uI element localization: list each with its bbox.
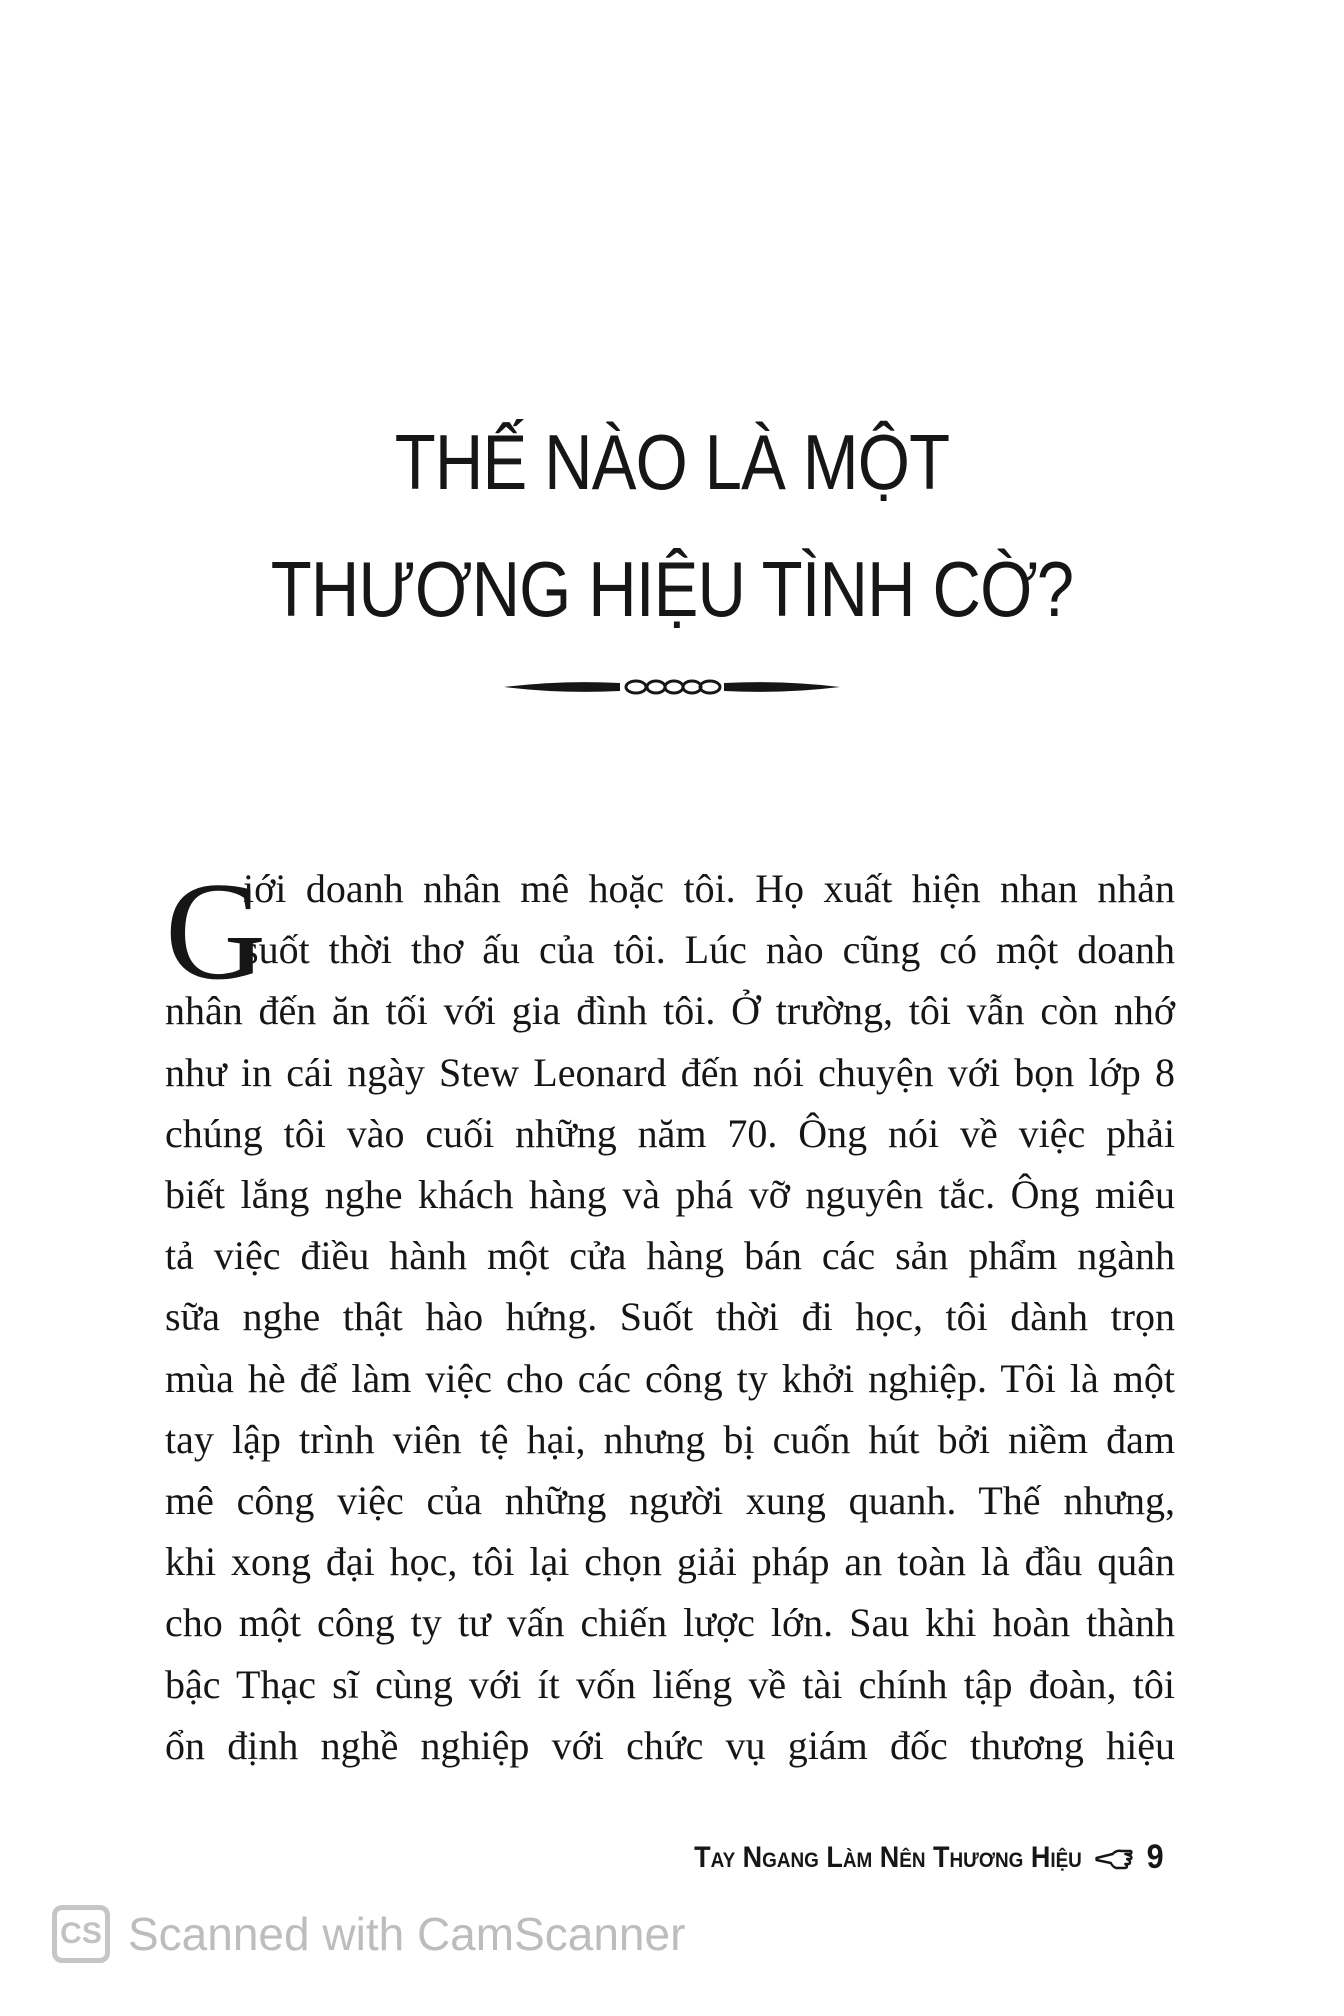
body-line: iới doanh nhân mê hoặc tôi. Họ xuất hiện nhan nhản xyxy=(243,866,1175,911)
body-line: nhân đến ăn tối với gia đình tôi. Ở trường, tôi vẫn còn nhớ xyxy=(165,988,1175,1034)
watermark-text: Scanned with CamScanner xyxy=(128,1908,686,1960)
body-line: biết lắng nghe khách hàng và phá vỡ nguyên tắc. Ông miêu xyxy=(165,1172,1175,1218)
body-line: khi xong đại học, tôi lại chọn giải pháp an toàn là đầu quân xyxy=(165,1539,1175,1585)
body-line: tay lập trình viên tệ hại, nhưng bị cuốn hút bởi niềm đam xyxy=(165,1416,1175,1462)
body-line: cho một công ty tư vấn chiến lược lớn. Sau khi hoàn thành xyxy=(165,1600,1175,1646)
body-line: tả việc điều hành một cửa hàng bán các sản phẩm ngành xyxy=(165,1233,1175,1279)
chapter-title-line-1: THẾ NÀO LÀ MỘT xyxy=(394,418,950,506)
body-line: mê công việc của những người xung quanh. Thế nhưng, xyxy=(165,1478,1175,1524)
book-title: Tay Ngang Làm Nên Thương Hiệu xyxy=(694,1840,1083,1874)
body-line: chúng tôi vào cuối những năm 70. Ông nói về việc phải xyxy=(165,1110,1175,1156)
pointing-hand-icon xyxy=(1095,1846,1135,1870)
chapter-title-line-2: THƯƠNG HIỆU TÌNH CỜ? xyxy=(270,545,1074,633)
camscanner-logo-icon: CS xyxy=(52,1905,110,1963)
drop-cap-letter: G xyxy=(165,854,267,1009)
page-number: 9 xyxy=(1146,1838,1164,1876)
body-line: suốt thời thơ ấu của tôi. Lúc nào cũng có một doanh xyxy=(243,927,1175,973)
body-line: mùa hè để làm việc cho các công ty khởi nghiệp. Tôi là một xyxy=(165,1355,1175,1401)
body-line: ổn định nghề nghiệp với chức vụ giám đốc thương hiệu xyxy=(165,1722,1175,1768)
body-paragraph xyxy=(165,854,1175,1776)
body-line: như in cái ngày Stew Leonard đến nói chuyện với bọn lớp 8 xyxy=(165,1049,1175,1095)
body-line: bậc Thạc sĩ cùng với ít vốn liếng về tài chính tập đoàn, tôi xyxy=(165,1661,1175,1707)
body-line: sữa nghe thật hào hứng. Suốt thời đi học, tôi dành trọn xyxy=(165,1294,1175,1340)
running-footer xyxy=(695,1838,1164,1877)
camscanner-watermark xyxy=(52,1905,685,1963)
title-ornament-divider xyxy=(502,670,842,704)
